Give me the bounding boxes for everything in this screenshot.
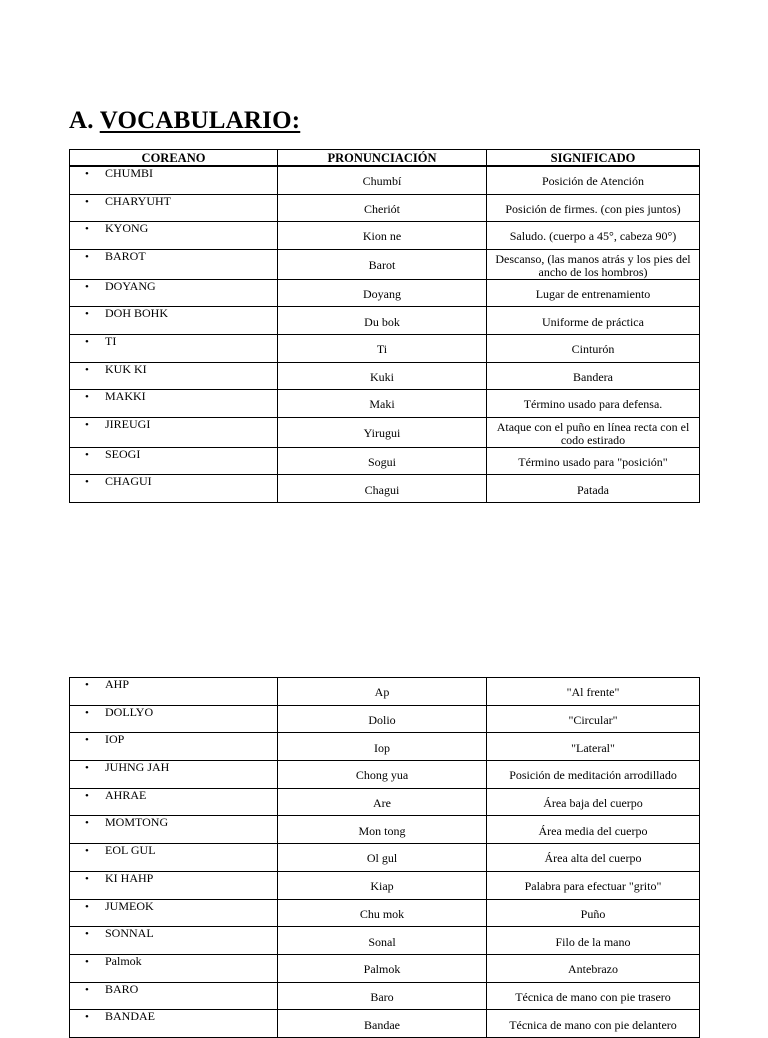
pronunciation-cell: [278, 417, 487, 447]
meaning-cell: [487, 899, 700, 927]
korean-term: KI HAHP: [105, 870, 154, 885]
meaning-cell: [487, 307, 700, 335]
table-row: [70, 733, 700, 761]
pronunciation-cell: [278, 982, 487, 1010]
korean-term: EOL GUL: [105, 843, 156, 858]
vocabulary-table-1: [69, 149, 700, 503]
pronunciation-cell: [278, 899, 487, 927]
meaning-cell: [487, 334, 700, 362]
korean-term: JIREUGI: [105, 416, 151, 431]
korean-cell: [70, 954, 278, 982]
pronunciation-text: Chagui: [364, 482, 400, 497]
table-row: [70, 954, 700, 982]
heading-prefix: A.: [69, 107, 94, 134]
table-row: [70, 705, 700, 733]
korean-term: BANDAE: [105, 1009, 155, 1024]
korean-term: KYONG: [105, 221, 149, 236]
table-row: [70, 307, 700, 335]
table-row: [70, 761, 700, 789]
meaning-text: Técnica de mano con pie delantero: [509, 1017, 677, 1032]
korean-term: DOH BOHK: [105, 306, 168, 321]
pronunciation-text: Sogui: [367, 455, 396, 470]
table-row: [70, 788, 700, 816]
pronunciation-cell: [278, 362, 487, 390]
korean-cell: [70, 475, 278, 503]
bullet-icon: •: [85, 872, 89, 885]
table-row: [70, 334, 700, 362]
pronunciation-text: Kiap: [370, 879, 394, 894]
korean-cell: [70, 816, 278, 844]
korean-term: Palmok: [105, 953, 142, 968]
meaning-text: Cinturón: [571, 342, 615, 357]
table-row: [70, 678, 700, 706]
meaning-cell: [487, 222, 700, 250]
pronunciation-cell: [278, 475, 487, 503]
meaning-text: Filo de la mano: [555, 934, 631, 949]
bullet-icon: •: [85, 363, 89, 376]
pronunciation-cell: [278, 194, 487, 222]
bullet-icon: •: [85, 476, 89, 489]
meaning-cell: [487, 166, 700, 194]
korean-term: CHARYUHT: [105, 193, 172, 208]
korean-term: KUK KI: [105, 361, 147, 376]
korean-cell: [70, 390, 278, 418]
korean-term: MOMTONG: [105, 815, 169, 830]
korean-cell: [70, 279, 278, 307]
meaning-text: "Lateral": [571, 740, 615, 755]
meaning-text: Posición de firmes. (con pies juntos): [505, 201, 681, 216]
table-row: [70, 194, 700, 222]
bullet-icon: •: [85, 983, 89, 996]
bullet-icon: •: [85, 280, 89, 293]
pronunciation-cell: [278, 390, 487, 418]
pronunciation-cell: [278, 279, 487, 307]
meaning-cell: [487, 733, 700, 761]
pronunciation-cell: [278, 733, 487, 761]
pronunciation-text: Ti: [376, 342, 388, 357]
meaning-text: Antebrazo: [568, 962, 618, 977]
meaning-text: Puño: [580, 906, 606, 921]
table-row: [70, 362, 700, 390]
table-row: [70, 927, 700, 955]
bullet-icon: •: [85, 391, 89, 404]
korean-term: BARO: [105, 981, 139, 996]
meaning-text: Posición de meditación arrodillado: [509, 768, 677, 783]
pronunciation-text: Ap: [374, 685, 390, 700]
table-row: [70, 844, 700, 872]
table-header-row: [70, 150, 700, 167]
korean-cell: [70, 307, 278, 335]
bullet-icon: •: [85, 762, 89, 775]
pronunciation-text: Yirugui: [363, 426, 401, 441]
bullet-icon: •: [85, 679, 89, 691]
table-row: [70, 222, 700, 250]
korean-cell: [70, 222, 278, 250]
bullet-icon: •: [85, 817, 89, 830]
meaning-text: "Al frente": [566, 685, 620, 700]
korean-cell: [70, 334, 278, 362]
pronunciation-cell: [278, 447, 487, 475]
korean-cell: [70, 447, 278, 475]
pronunciation-cell: [278, 249, 487, 279]
bullet-icon: •: [85, 448, 89, 461]
pronunciation-cell: [278, 334, 487, 362]
pronunciation-text: Kion ne: [362, 229, 402, 244]
korean-cell: [70, 788, 278, 816]
pronunciation-cell: [278, 705, 487, 733]
bullet-icon: •: [85, 250, 89, 263]
pronunciation-cell: [278, 927, 487, 955]
meaning-cell: [487, 678, 700, 706]
pronunciation-text: Bandae: [364, 1017, 400, 1032]
table-row: [70, 899, 700, 927]
meaning-cell: [487, 927, 700, 955]
bullet-icon: •: [85, 195, 89, 208]
bullet-icon: •: [85, 223, 89, 236]
bullet-icon: •: [85, 955, 89, 968]
korean-term: SONNAL: [105, 926, 154, 941]
korean-term: BAROT: [105, 248, 146, 263]
bullet-icon: •: [85, 418, 89, 431]
korean-term: DOLLYO: [105, 704, 154, 719]
korean-cell: [70, 844, 278, 872]
korean-term: IOP: [105, 732, 125, 747]
page-heading: [69, 107, 300, 135]
pronunciation-text: Barot: [368, 258, 396, 273]
bullet-icon: •: [85, 734, 89, 747]
korean-cell: [70, 249, 278, 279]
pronunciation-text: Iop: [374, 740, 390, 755]
meaning-text: Palabra para efectuar "grito": [524, 879, 662, 894]
pronunciation-cell: [278, 788, 487, 816]
pronunciation-text: Are: [373, 796, 391, 811]
meaning-cell: [487, 761, 700, 789]
meaning-cell: [487, 279, 700, 307]
korean-term: SEOGI: [105, 446, 141, 461]
meaning-cell: [487, 249, 700, 279]
meaning-cell: [487, 705, 700, 733]
meaning-text: "Circular": [568, 713, 618, 728]
meaning-cell: [487, 447, 700, 475]
pronunciation-text: Chong yua: [355, 768, 409, 783]
korean-term: JUMEOK: [105, 898, 154, 913]
meaning-text: Área alta del cuerpo: [544, 851, 642, 866]
bullet-icon: •: [85, 335, 89, 348]
meaning-text: Posición de Atención: [542, 174, 644, 189]
korean-cell: [70, 761, 278, 789]
meaning-text: Ataque con el puño en línea recta con el codo estirado: [496, 419, 690, 447]
pronunciation-cell: [278, 761, 487, 789]
meaning-cell: [487, 982, 700, 1010]
bullet-icon: •: [85, 308, 89, 321]
meaning-text: Saludo. (cuerpo a 45°, cabeza 90°): [509, 229, 677, 244]
table-row: [70, 166, 700, 194]
pronunciation-cell: [278, 954, 487, 982]
pronunciation-cell: [278, 816, 487, 844]
meaning-text: Término usado para "posición": [518, 455, 668, 470]
korean-cell: [70, 733, 278, 761]
meaning-text: Bandera: [573, 369, 613, 384]
pronunciation-text: Palmok: [363, 962, 401, 977]
meaning-text: Término usado para defensa.: [523, 397, 663, 412]
meaning-cell: [487, 844, 700, 872]
table-row: [70, 871, 700, 899]
table-row: [70, 816, 700, 844]
pronunciation-text: Maki: [369, 397, 395, 412]
pronunciation-text: Chumbí: [362, 174, 402, 189]
meaning-text: Uniforme de práctica: [542, 314, 644, 329]
korean-cell: [70, 899, 278, 927]
column-header-pronunciation: PRONUNCIACIÓN: [278, 150, 487, 167]
bullet-icon: •: [85, 900, 89, 913]
table-row: [70, 982, 700, 1010]
pronunciation-text: Mon tong: [358, 823, 406, 838]
vocabulary-table-2: [69, 677, 700, 1038]
table-row: [70, 279, 700, 307]
korean-cell: [70, 678, 278, 706]
korean-cell: [70, 194, 278, 222]
pronunciation-text: Baro: [370, 989, 394, 1004]
pronunciation-cell: [278, 844, 487, 872]
bullet-icon: •: [85, 1011, 89, 1024]
table-row: [70, 447, 700, 475]
meaning-cell: [487, 417, 700, 447]
pronunciation-text: Chu mok: [359, 906, 405, 921]
table-row: [70, 249, 700, 279]
korean-term: JUHNG JAH: [105, 760, 170, 775]
meaning-text: Descanso, (las manos atrás y los pies del ancho de los hombros): [495, 251, 691, 279]
pronunciation-text: Sonal: [368, 934, 396, 949]
meaning-text: Lugar de entrenamiento: [535, 287, 651, 302]
column-header-korean: COREANO: [70, 150, 278, 167]
bullet-icon: •: [85, 789, 89, 802]
korean-term: DOYANG: [105, 278, 156, 293]
korean-term: TI: [105, 333, 117, 348]
pronunciation-text: Kuki: [370, 369, 394, 384]
bullet-icon: •: [85, 845, 89, 858]
pronunciation-cell: [278, 871, 487, 899]
meaning-cell: [487, 954, 700, 982]
korean-cell: [70, 362, 278, 390]
bullet-icon: •: [85, 928, 89, 941]
pronunciation-cell: [278, 307, 487, 335]
meaning-cell: [487, 475, 700, 503]
pronunciation-text: Doyang: [363, 287, 401, 302]
meaning-cell: [487, 362, 700, 390]
korean-cell: [70, 927, 278, 955]
meaning-text: Área media del cuerpo: [538, 823, 648, 838]
table-row: [70, 417, 700, 447]
meaning-text: Área baja del cuerpo: [543, 796, 643, 811]
korean-cell: [70, 166, 278, 194]
pronunciation-text: Ol gul: [366, 851, 398, 866]
korean-term: AHP: [105, 677, 130, 691]
korean-term: CHAGUI: [105, 474, 152, 489]
pronunciation-text: Cheriót: [364, 201, 400, 216]
column-header-meaning: SIGNIFICADO: [487, 150, 700, 167]
heading-title: VOCABULARIO:: [99, 107, 301, 134]
meaning-cell: [487, 390, 700, 418]
table-row: [70, 475, 700, 503]
korean-term: AHRAE: [105, 787, 147, 802]
meaning-text: Técnica de mano con pie trasero: [515, 989, 671, 1004]
pronunciation-text: Dolio: [368, 713, 396, 728]
meaning-cell: [487, 871, 700, 899]
pronunciation-cell: [278, 222, 487, 250]
table-row: [70, 390, 700, 418]
meaning-text: Patada: [577, 482, 609, 497]
meaning-cell: [487, 816, 700, 844]
bullet-icon: •: [85, 706, 89, 719]
korean-cell: [70, 417, 278, 447]
korean-term: CHUMBI: [105, 166, 154, 180]
korean-cell: [70, 982, 278, 1010]
korean-cell: [70, 871, 278, 899]
meaning-cell: [487, 194, 700, 222]
pronunciation-cell: [278, 166, 487, 194]
korean-term: MAKKI: [105, 389, 146, 404]
pronunciation-text: Du bok: [364, 314, 400, 329]
bullet-icon: •: [85, 168, 89, 180]
pronunciation-cell: [278, 678, 487, 706]
meaning-cell: [487, 788, 700, 816]
korean-cell: [70, 705, 278, 733]
